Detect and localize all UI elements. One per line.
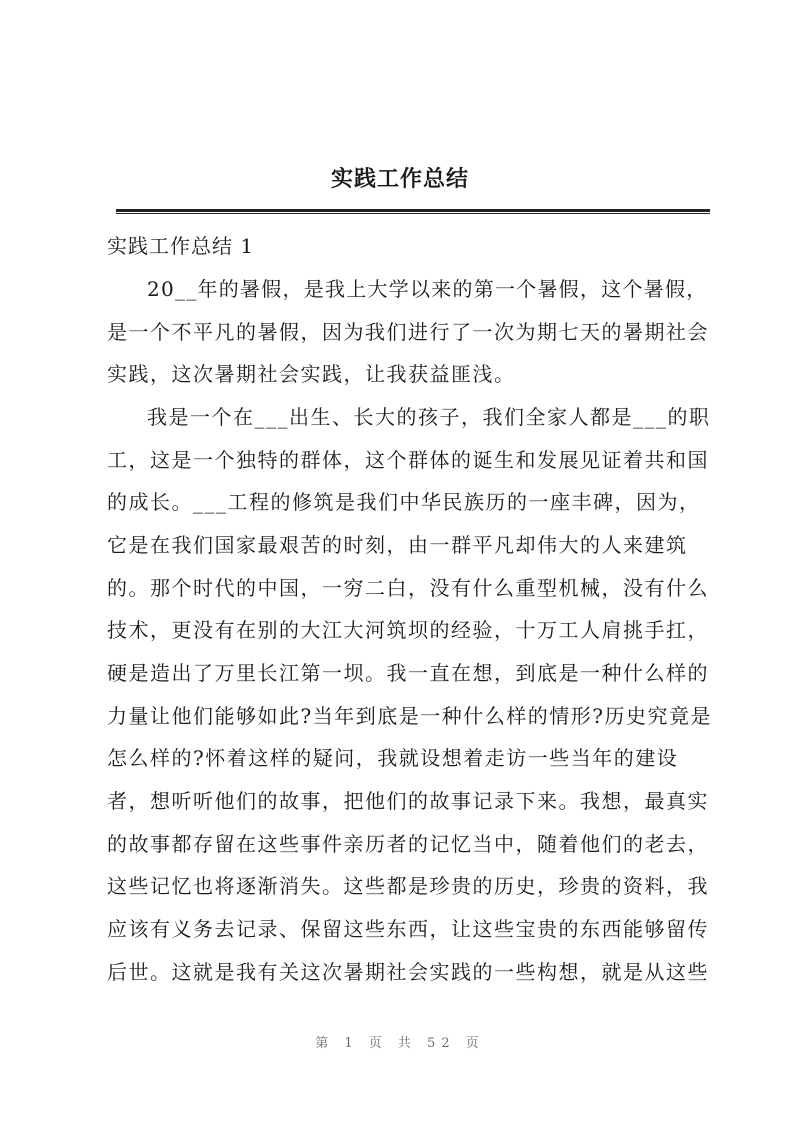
title-divider — [116, 209, 710, 214]
text-line: 我是一个在___出生、长大的孩子，我们全家人都是___的职 — [147, 405, 711, 429]
text-line: 怎么样的?怀着这样的疑问，我就设想着走访一些当年的建设 — [107, 746, 679, 770]
text-line: 实践，这次暑期社会实践，让我获益匪浅。 — [107, 362, 516, 386]
text-line: 力量让他们能够如此?当年到底是一种什么样的情形?历史究竟是 — [107, 704, 712, 728]
text-line: 这些记忆也将逐渐消失。这些都是珍贵的历史，珍贵的资料，我 — [107, 874, 709, 898]
text-line: 后世。这就是我有关这次暑期社会实践的一些构想，就是从这些 — [107, 960, 709, 984]
text-line: 它是在我们国家最艰苦的时刻，由一群平凡却伟大的人来建筑 — [107, 533, 688, 557]
text-line: 技术，更没有在别的大江大河筑坝的经验，十万工人肩挑手扛， — [107, 618, 709, 642]
text-line: 是一个不平凡的暑假，因为我们进行了一次为期七天的暑期社会 — [107, 320, 709, 344]
text-line: 硬是造出了万里长江第一坝。我一直在想，到底是一种什么样的 — [107, 661, 709, 685]
text-line: 者，想听听他们的故事，把他们的故事记录下来。我想，最真实 — [107, 789, 709, 813]
text-line: 的。那个时代的中国，一穷二白，没有什么重型机械，没有什么 — [107, 576, 709, 600]
page-number-footer: 第 1 页 共 52 页 — [315, 1036, 485, 1051]
text-line: 应该有义务去记录、保留这些东西，让这些宝贵的东西能够留传 — [107, 917, 709, 941]
text-line: 的故事都存留在这些事件亲历者的记忆当中，随着他们的老去， — [107, 832, 709, 856]
text-line: 工，这是一个独特的群体，这个群体的诞生和发展见证着共和国 — [107, 448, 709, 472]
text-line: 的成长。___工程的修筑是我们中华民族历的一座丰碑，因为， — [107, 490, 701, 514]
text-line: 20__年的暑假，是我上大学以来的第一个暑假，这个暑假， — [147, 277, 708, 301]
section-heading: 实践工作总结 1 — [107, 234, 255, 258]
page-title: 实践工作总结 — [330, 166, 469, 192]
